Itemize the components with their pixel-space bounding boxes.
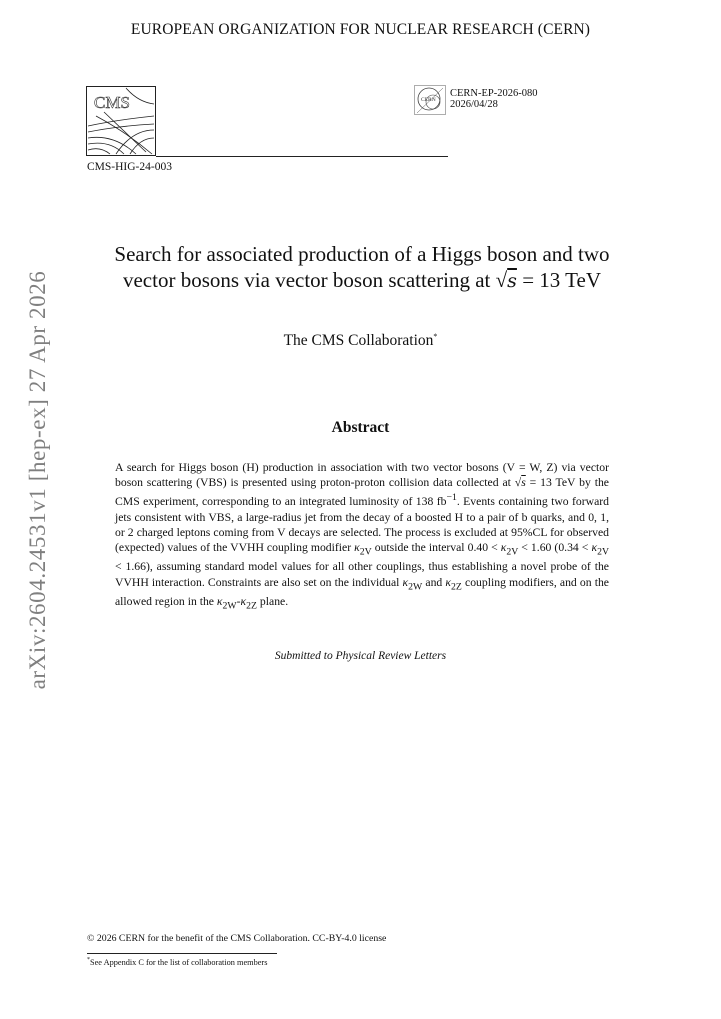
organization-heading: EUROPEAN ORGANIZATION FOR NUCLEAR RESEARCH (CERN) (130, 21, 591, 38)
cms-logo (86, 86, 156, 156)
cern-logo (414, 85, 446, 115)
author-footnote-marker: * (433, 332, 438, 341)
arxiv-stamp: arXiv:2604.24531v1 [hep-ex] 27 Apr 2026 (25, 270, 50, 690)
report-number: CERN-EP-2026-080 (450, 88, 538, 99)
footnote-marker: * (87, 957, 90, 963)
title-line-2 (60, 267, 664, 294)
collaboration-name: The CMS Collaboration (283, 332, 434, 350)
abstract-heading: Abstract (331, 419, 390, 436)
title-s: s (507, 270, 517, 292)
report-info (450, 88, 538, 110)
footnote (87, 957, 267, 967)
title-energy: = 13 TeV (516, 268, 601, 292)
license-notice: © 2026 CERN for the benefit of the CMS Collaboration. CC-BY-4.0 license (87, 933, 387, 944)
paper-title (60, 241, 664, 294)
header-rule (156, 156, 448, 157)
footnote-text: See Appendix C for the list of collaboration members (90, 957, 268, 967)
abstract-body: A search for Higgs boson (H) production in association with two vector bosons (V = W, Z) via vector boson scattering (VBS) is presented using proton-proton collision data collected at √s = 13 TeV by the CMS experiment, corresponding to an integrated luminosity of 138 $fb^{-1}$. Events containing two forward jets consistent with VBS, a large-radius jet from the decay of a boosted H to a pair of b quarks, and 0, 1, or 2 charged leptons coming from V decays are selected. The process is excluded at 95%CL for observed (expected) values of the VVHH coupling modifier $\kappa_{2V}$ outside the interval $0.40 < \kappa_{2V} < 1.60$ $(0.34 < \kappa_{2V} < 1.66)$, assuming standard model values for all other couplings, thus establishing a novel probe of the VVHH interaction. Constraints are also set on the individual $\kappa_{2W}$ and $\kappa_{2Z}$ coupling modifiers, and on the allowed region in the $\kappa_{2W}-\kappa_{2Z}$ plane. (115, 461, 609, 612)
cms-logo-text: CMS (94, 93, 130, 112)
cms-document-number: CMS-HIG-24-003 (87, 161, 172, 173)
sqrt-symbol: √ (495, 268, 508, 292)
title-line-2-text: vector bosons via vector boson scattering at (122, 268, 491, 292)
cern-logo-text: CERN (421, 97, 436, 103)
report-date: 2026/04/28 (450, 99, 498, 110)
footnote-rule (87, 953, 277, 954)
journal-submission: Submitted to Physical Review Letters (274, 650, 447, 662)
title-line-1: Search for associated production of a Higgs boson and two (114, 242, 610, 266)
authors (0, 332, 721, 350)
